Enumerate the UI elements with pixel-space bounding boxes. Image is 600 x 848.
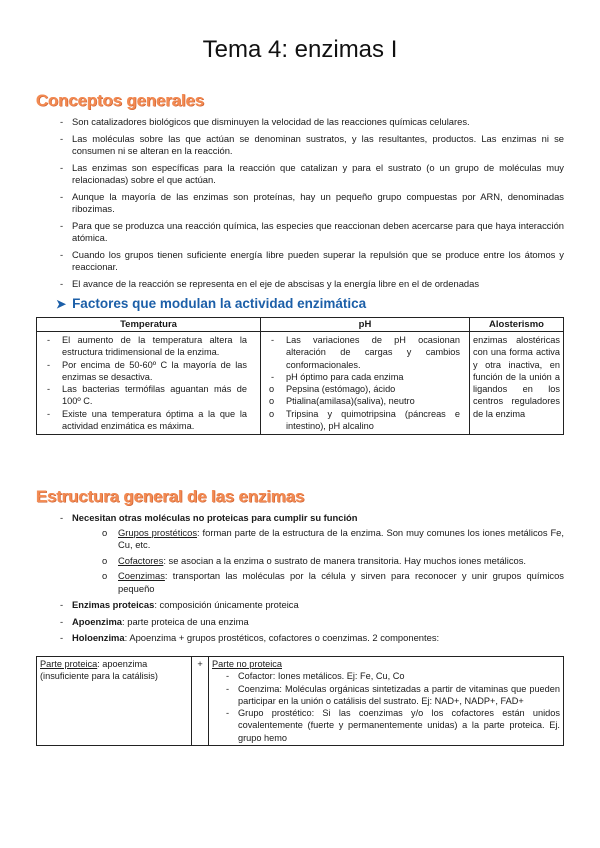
section-heading-estructura: Estructura general de las enzimas <box>36 487 305 506</box>
list-item <box>36 599 564 612</box>
definition: : Apoenzima + grupos prostéticos, cofactores o coenzimas. 2 componentes: <box>124 632 440 643</box>
conceptos-list <box>36 116 564 294</box>
bold-text: Necesitan otras moléculas no proteicas para cumplir su función <box>72 512 358 523</box>
list-item: - Aunque la mayoría de las enzimas son proteínas, hay un pequeño grupo compuestas por ARN, denominadas ribozimas. <box>36 191 564 216</box>
arrow-bullet-icon: ➤ <box>56 297 67 311</box>
list-item <box>36 512 564 595</box>
list-item: - El aumento de la temperatura altera la estructura tridimensional de la enzima. <box>40 334 257 359</box>
parte-no-proteica-title: Parte no proteica <box>212 659 282 669</box>
table-header-row <box>37 318 564 332</box>
header-alosterismo: Alosterismo <box>470 318 564 332</box>
cell-parte-no-proteica <box>209 657 564 746</box>
list-item: - Las bacterias termófilas aguantan más de 100º C. <box>40 383 257 408</box>
table-row <box>37 332 564 435</box>
term-apoenzima: Apoenzima <box>72 615 123 627</box>
cell-alosterismo: enzimas alostéricas con una forma activa y otra inactiva, en función de la unión a ligandos en los centros reguladores de la enzima <box>470 332 564 435</box>
cell-temperatura <box>37 332 261 435</box>
list-item: o Tripsina y quimotripsina (páncreas e intestino), pH alcalino <box>264 408 466 433</box>
parte-proteica-title: Parte proteica <box>40 659 98 669</box>
term-enzimas-proteicas: Enzimas proteicas <box>72 599 155 610</box>
list-item: - Las enzimas son específicas para la reacción que catalizan y para el sustrato (o un grupo de moléculas muy relacionadas) sobre el que actúan. <box>36 162 564 187</box>
definition: : composición únicamente proteica <box>154 599 299 610</box>
list-item: - El avance de la reacción se representa en el eje de abscisas y la energía libre en el de ordenadas <box>36 278 564 291</box>
list-item: - Las moléculas sobre las que actúan se denominan sustratos, y las resultantes, productos. Las enzimas ni se consumen ni se alteran en la reacción. <box>36 133 564 158</box>
definition: : parte proteica de una enzima <box>122 615 249 627</box>
term-cofactores: Cofactores <box>118 554 164 566</box>
list-item: - Las variaciones de pH ocasionan alteración de cargas y cambios conformacionales. <box>264 334 466 371</box>
header-temperatura: Temperatura <box>37 318 261 332</box>
list-item <box>36 632 564 645</box>
cell-ph <box>261 332 470 435</box>
list-item: - pH óptimo para cada enzima <box>264 371 466 383</box>
list-item: - Cuando los grupos tienen suficiente energía libre pueden superar la repulsión que se produce entre los átomos y reaccionar. <box>36 249 564 274</box>
definition: : transportan las moléculas por la célula y sirven para reconocer y unir grupos químicos pequeño <box>118 570 564 594</box>
term-coenzimas: Coenzimas <box>118 570 165 581</box>
table-row <box>37 657 564 746</box>
sublist <box>72 527 564 596</box>
list-item: - Existe una temperatura óptima a la que la actividad enzimática es máxima. <box>40 408 257 433</box>
sublist-item <box>98 555 564 568</box>
parte-proteica-text: : apoenzima (insuficiente para la catálisis) <box>40 659 158 682</box>
page-title: Tema 4: enzimas I <box>202 36 398 63</box>
header-ph: pH <box>261 318 470 332</box>
list-item: - Por encima de 50-60º C la mayoría de las enzimas se desactiva. <box>40 359 257 384</box>
list-item: - Cofactor: Iones metálicos. Ej: Fe, Cu, Co <box>212 670 560 682</box>
section-heading-conceptos: Conceptos generales <box>36 91 205 110</box>
list-item: - Para que se produzca una reacción química, las especies que reaccionan deben acercarse para que haya interacción atómica. <box>36 220 564 245</box>
term-holoenzima: Holoenzima <box>72 632 125 643</box>
list-item: - Coenzima: Moléculas orgánicas sintetizadas a partir de vitaminas que pueden participar en la unión o catálisis del sustrato. Ej: NAD+, NADP+, FAD+ <box>212 683 560 708</box>
sublist-item <box>98 527 564 552</box>
cell-plus: + <box>192 657 209 746</box>
definition: : se asocian a la enzima o sustrato de manera transitoria. Hay muchos iones metálicos. <box>163 554 527 566</box>
list-item: o Pepsina (estómago), ácido <box>264 383 466 395</box>
factores-table <box>36 317 564 435</box>
definition: : forman parte de la estructura de la enzima. Son muy comunes los iones metálicos Fe, Cu, etc. <box>118 526 565 550</box>
list-item <box>36 616 564 629</box>
factores-subheading <box>56 296 366 311</box>
estructura-list <box>36 512 564 649</box>
cell-parte-proteica <box>37 657 192 746</box>
factores-heading-text: Factores que modulan la actividad enzimática <box>72 296 367 311</box>
term-grupos-prosteticos: Grupos prostéticos <box>118 526 198 538</box>
list-item: - Grupo prostético: Si las coenzimas y/o los cofactores están unidos covalentemente (fuerte y permanentemente unidas) a la parte proteica. Ej. grupo hemo <box>212 707 560 744</box>
list-item: - Son catalizadores biológicos que disminuyen la velocidad de las reacciones químicas celulares. <box>36 116 564 129</box>
components-table <box>36 656 564 746</box>
sublist-item <box>98 570 564 595</box>
list-item: o Ptialina(amilasa)(saliva), neutro <box>264 395 466 407</box>
